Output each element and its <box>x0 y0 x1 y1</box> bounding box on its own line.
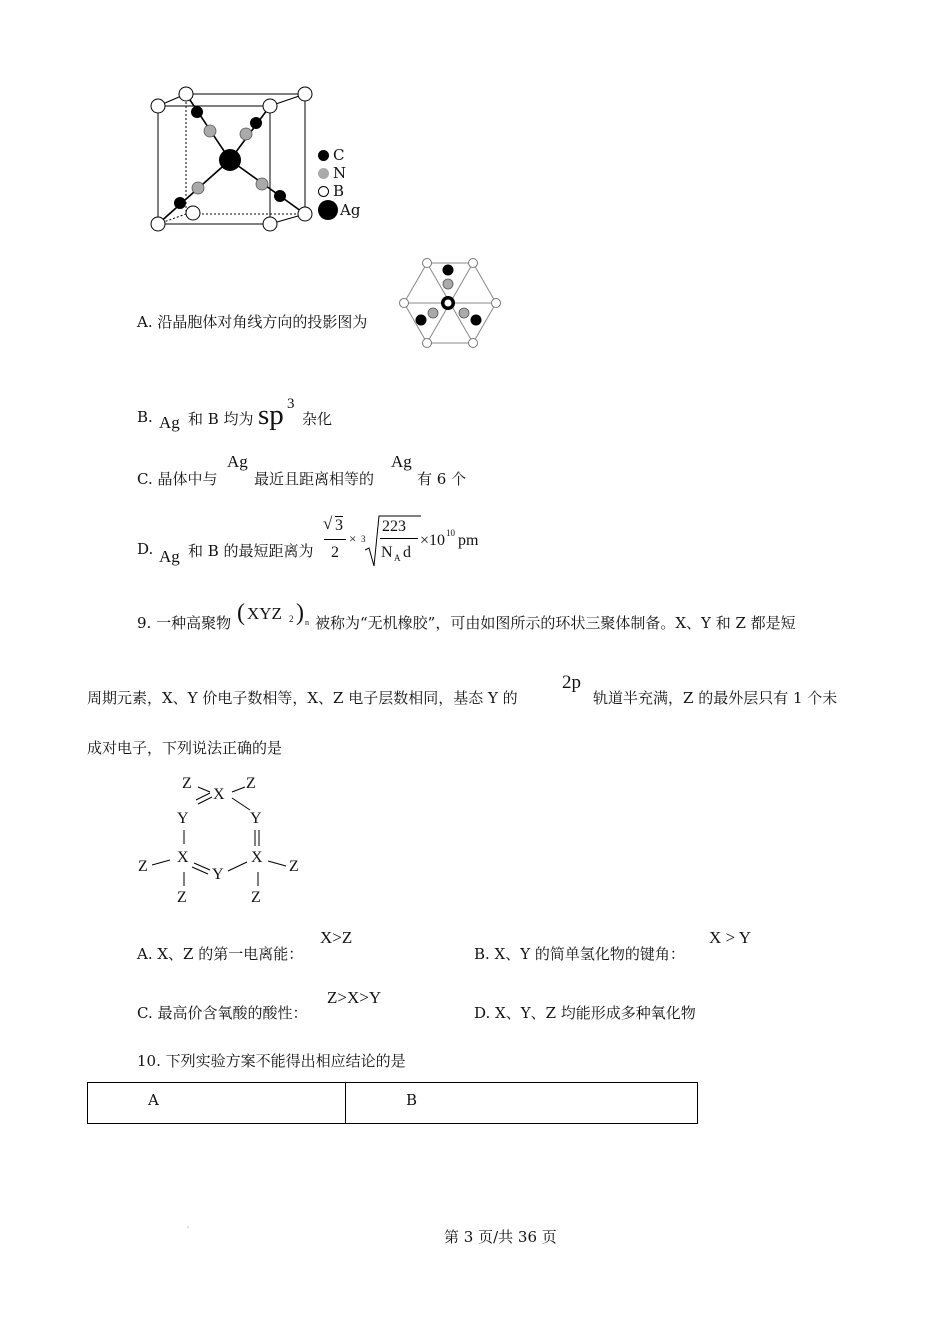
ring-z-bottom-right: Z <box>251 889 261 906</box>
ring-z-top-right: Z <box>246 775 256 792</box>
legend-n-label: N <box>333 164 347 182</box>
crystal-cell-diagram <box>140 82 320 242</box>
ring-z-bottom-left: Z <box>177 889 187 906</box>
footer-mark: ◦ <box>186 1224 191 1232</box>
q9-option-b-expr: X > Y <box>709 928 752 947</box>
legend-c-label: C <box>333 146 345 164</box>
ring-x-right: X <box>251 849 263 866</box>
q9-option-a-expr: X>Z <box>320 928 353 947</box>
ring-y-right: Y <box>250 810 262 827</box>
q9-option-d: D. X、Y、Z 均能形成多种氧化物 <box>474 1004 696 1022</box>
nitrogen-atom-icon <box>318 168 329 179</box>
q8-option-b: B. Ag 和 B 均为 sp 3 杂化 <box>137 396 333 432</box>
page-number: 第 3 页/共 36 页 <box>444 1228 557 1246</box>
q10-table <box>87 1082 698 1124</box>
ring-x-left: X <box>177 849 189 866</box>
legend-ag-label: Ag <box>340 201 361 219</box>
carbon-atom-icon <box>318 150 329 161</box>
projection-hexagon-diagram <box>398 257 502 353</box>
q9-stem-line1: 9. 一种高聚物 ( XYZ 2 ) n 被称为“无机橡胶”，可由如图所示的环状三聚体制备。X、Y 和 Z 都是短 <box>137 600 796 632</box>
q9-option-b: B. X、Y 的简单氢化物的键角： <box>474 945 685 963</box>
silver-atom-icon <box>318 200 338 220</box>
ring-y-left: Y <box>177 810 189 827</box>
q8-option-c: C. 晶体中与 Ag 最近且距离相等的 Ag 有 6 个 <box>137 452 467 488</box>
q8-option-d: D. Ag 和 B 的最短距离为 √ 3 2 × 3 223 N A d ×10 10 pm <box>137 514 479 566</box>
q9-option-c: C. 最高价含氧酸的酸性： <box>137 1004 308 1022</box>
q10-table-header-b: B <box>406 1091 418 1109</box>
ring-x-top: X <box>213 786 225 803</box>
q10-table-header-a: A <box>88 1083 346 1123</box>
legend-b-label: B <box>333 182 345 200</box>
q10-title: 10. 下列实验方案不能得出相应结论的是 <box>137 1052 406 1070</box>
ring-z-right: Z <box>289 858 299 875</box>
ring-z-left: Z <box>138 858 148 875</box>
ring-y-bottom: Y <box>212 866 224 883</box>
q8-option-a: A. 沿晶胞体对角线方向的投影图为 <box>137 313 368 331</box>
atom-legend <box>318 146 378 226</box>
boron-atom-icon <box>318 186 329 197</box>
ring-z-top-left: Z <box>182 775 192 792</box>
cyclic-trimer-structure <box>132 772 312 912</box>
q9-option-a: A. X、Z 的第一电离能： <box>137 945 304 963</box>
q9-stem-line2: 周期元素，X、Y 价电子数相等，X、Z 电子层数相同，基态 Y 的 2p 轨道半充满，Z 的最外层只有 1 个未 <box>87 672 838 707</box>
q9-option-c-expr: Z>X>Y <box>327 988 382 1007</box>
q9-stem-line3: 成对电子，下列说法正确的是 <box>87 739 283 757</box>
